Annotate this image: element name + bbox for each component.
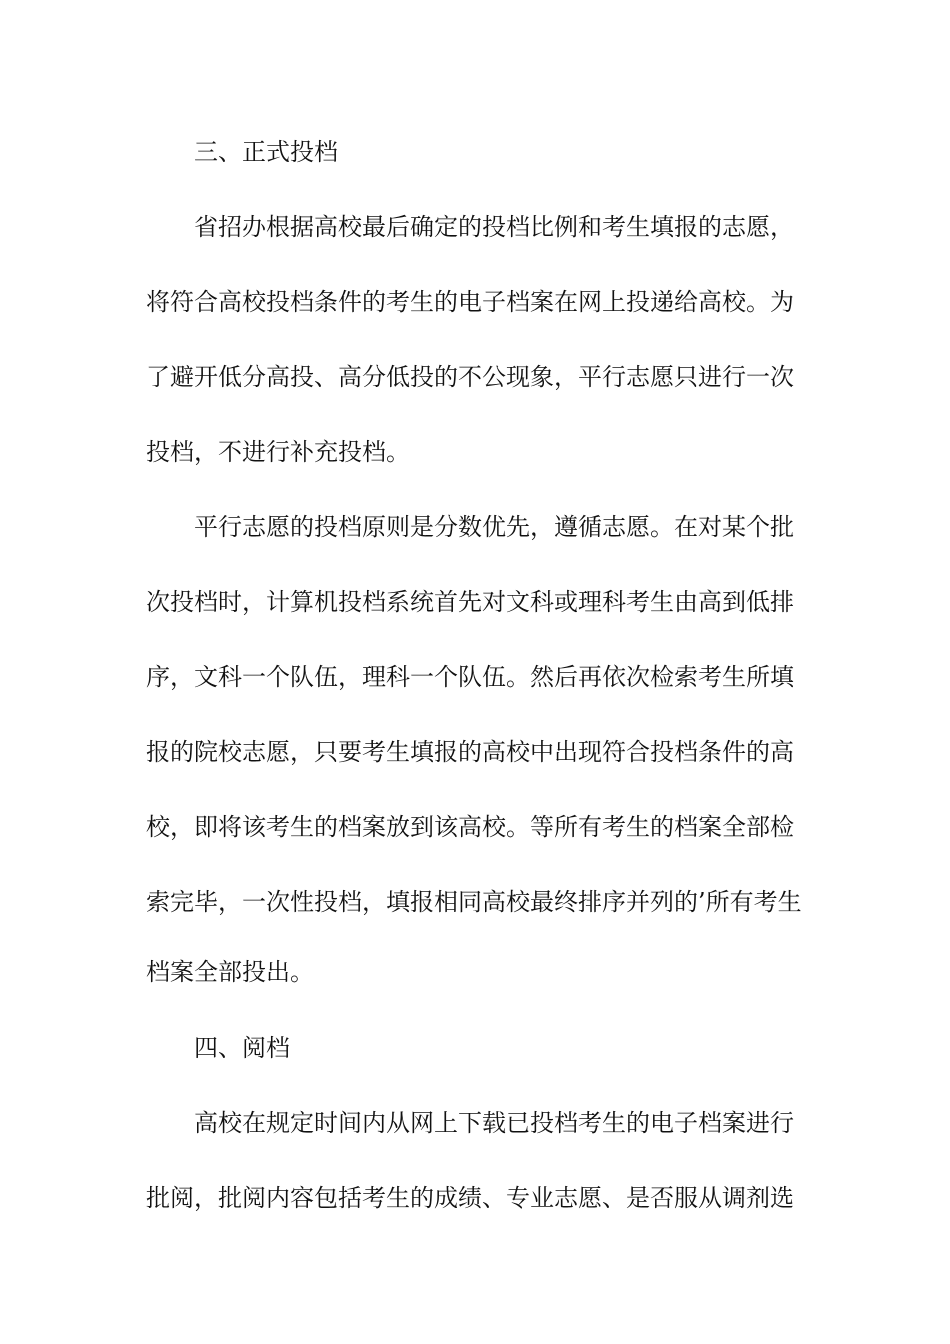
section-heading-file-review: 四、阅档 <box>194 1034 290 1062</box>
paragraph-line: 校，即将该考生的档案放到该高校。等所有考生的档案全部检 <box>146 813 794 841</box>
paragraph-line: 省招办根据高校最后确定的投档比例和考生填报的志愿， <box>194 213 794 241</box>
paragraph-line: 了避开低分高投、高分低投的不公现象，平行志愿只进行一次 <box>146 363 794 391</box>
paragraph-line: 高校在规定时间内从网上下载已投档考生的电子档案进行 <box>194 1109 794 1137</box>
paragraph-line: 索完毕，一次性投档，填报相同高校最终排序并列的’所有考生 <box>146 888 802 916</box>
paragraph-line: 档案全部投出。 <box>146 958 314 986</box>
paragraph-line: 将符合高校投档条件的考生的电子档案在网上投递给高校。为 <box>146 288 794 316</box>
paragraph-line: 平行志愿的投档原则是分数优先，遵循志愿。在对某个批 <box>194 513 794 541</box>
paragraph-line: 投档，不进行补充投档。 <box>146 438 410 466</box>
paragraph-line: 报的院校志愿，只要考生填报的高校中出现符合投档条件的高 <box>146 738 794 766</box>
paragraph-line: 次投档时，计算机投档系统首先对文科或理科考生由高到低排 <box>146 588 794 616</box>
paragraph-line: 序，文科一个队伍，理科一个队伍。然后再依次检索考生所填 <box>146 663 794 691</box>
section-heading-formal-submission: 三、正式投档 <box>194 138 338 166</box>
paragraph-line: 批阅，批阅内容包括考生的成绩、专业志愿、是否服从调剂选 <box>146 1184 794 1212</box>
